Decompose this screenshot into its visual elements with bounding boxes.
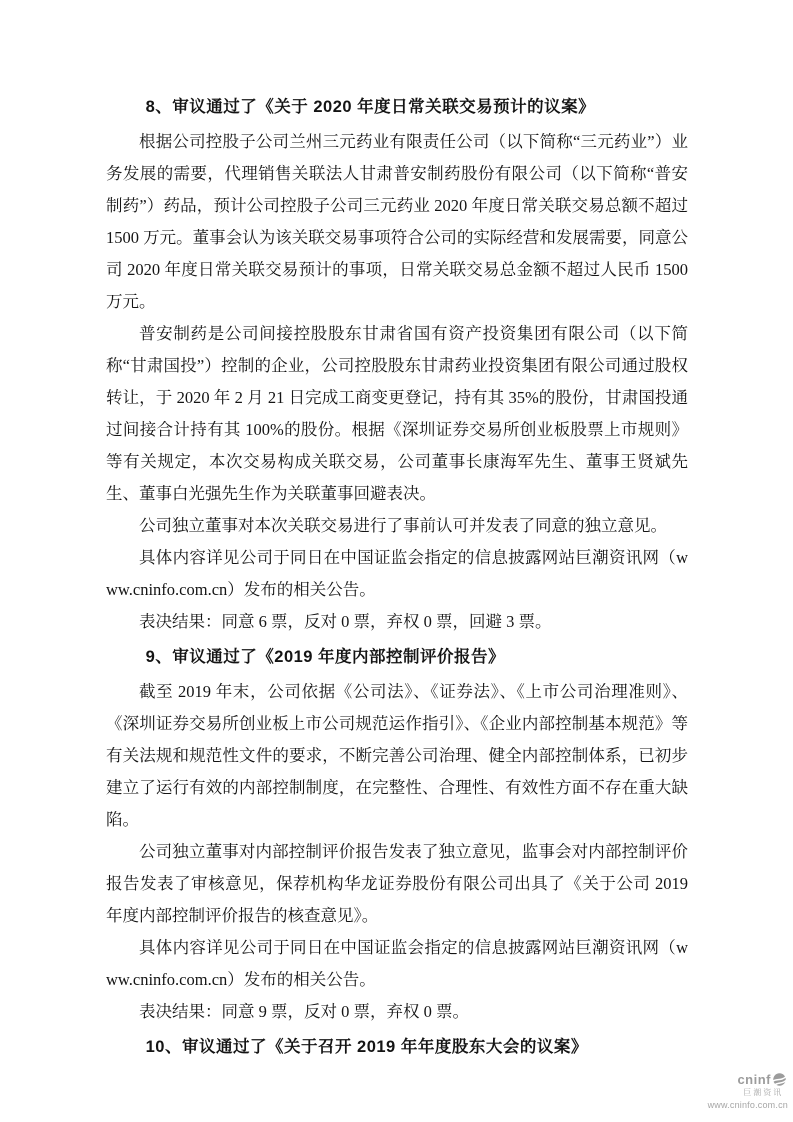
section-8-paragraph-2: 普安制药是公司间接控股股东甘肃省国有资产投资集团有限公司（以下简称“甘肃国投”）控制的企业，公司控股股东甘肃药业投资集团有限公司通过股权转让，于 2020 年 2 月 21 日完成工商变更登记，持有其 35%的股份，甘肃国投通过间接合计持有其 100%的股份。根据《深圳证券交易所创业板股票上市规则》等有关规定，本次交易构成关联交易，公司董事长康海军先生、董事王贤斌先生、董事白光强先生作为关联董事回避表决。 [106,324,688,503]
cninfo-logo-top [737,1072,787,1099]
section-9-paragraph-3: 具体内容详见公司于同日在中国证监会指定的信息披露网站巨潮资讯网（www.cninfo.com.cn）发布的相关公告。 [106,938,688,989]
section-8-vote-result-line: 表决结果：同意 6 票，反对 0 票，弃权 0 票，回避 3 票。 [139,612,552,631]
cninfo-logo-row [737,1072,787,1087]
section-8-paragraph-1: 根据公司控股子公司兰州三元药业有限责任公司（以下简称“三元药业”）业务发展的需要，代理销售关联法人甘肃普安制药股份有限公司（以下简称“普安制药”）药品，预计公司控股子公司三元药业 2020 年度日常关联交易总额不超过 1500 万元。董事会认为该关联交易事项符合公司的实际经营和发展需要，同意公司 2020 年度日常关联交易预计的事项，日常关联交易总金额不超过人民币 1500 万元。 [106,132,688,311]
section-9-vote-result-line: 表决结果：同意 9 票，反对 0 票，弃权 0 票。 [139,1002,469,1021]
cninfo-brand-text: cninf [737,1072,771,1088]
cninfo-swirl-icon [772,1072,787,1087]
document-content [106,88,688,1066]
cninfo-logo [708,1072,788,1112]
section-10-heading: 10、审议通过了《关于召开 2019 年年度股东大会的议案》 [145,1038,588,1056]
section-8-heading: 8、审议通过了《关于 2020 年度日常关联交易预计的议案》 [145,98,596,116]
cninfo-url-text: www.cninfo.com.cn [707,1100,788,1111]
section-9-paragraph-2: 公司独立董事对内部控制评价报告发表了独立意见，监事会对内部控制评价报告发表了审核意见，保荐机构华龙证券股份有限公司出具了《关于公司 2019 年度内部控制评价报告的核查意见》。 [106,842,688,925]
cninfo-chinese-name: 巨潮资讯 [743,1088,784,1098]
section-9-paragraph-1: 截至 2019 年末，公司依据《公司法》、《证券法》、《上市公司治理准则》、《深圳证券交易所创业板上市公司规范运作指引》、《企业内部控制基本规范》等有关法规和规范性文件的要求，不断完善公司治理、健全内部控制体系，已初步建立了运行有效的内部控制制度，在完整性、合理性、有效性方面不存在重大缺陷。 [106,682,688,829]
section-8-paragraph-3: 公司独立董事对本次关联交易进行了事前认可并发表了同意的独立意见。 [139,516,667,535]
section-9-heading: 9、审议通过了《2019 年度内部控制评价报告》 [145,648,506,666]
section-8-paragraph-4: 具体内容详见公司于同日在中国证监会指定的信息披露网站巨潮资讯网（www.cninfo.com.cn）发布的相关公告。 [106,548,688,599]
